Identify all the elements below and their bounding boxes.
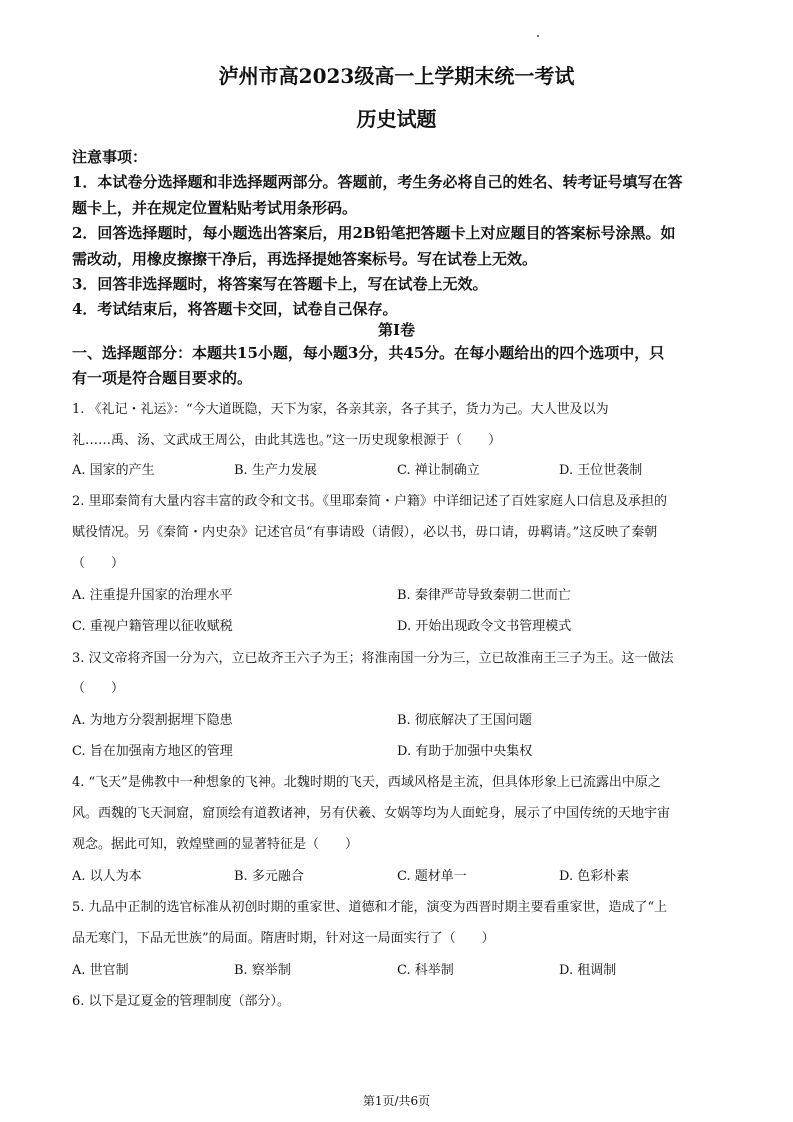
scan-speck <box>537 35 539 37</box>
option-d: D. 王位世袭制 <box>559 463 643 478</box>
part-intro-line: 有一项是符合题目要求的。 <box>72 368 253 387</box>
question-2-line: 2. 里耶秦简有大量内容丰富的政令和文书。《里耶秦简・户籍》中详细记述了百姓家庭人口信息及承担的 <box>72 494 668 509</box>
option-a: A. 注重提升国家的治理水平 <box>72 588 233 603</box>
part-intro <box>72 341 722 390</box>
question-4-line: 观念。据此可知，敦煌壁画的显著特征是（ ） <box>72 837 359 852</box>
question-1-options <box>72 459 732 479</box>
notes-line: 1．本试卷分选择题和非选择题两部分。答题前，考生务必将自己的姓名、转考证号填写在答 <box>72 173 683 192</box>
question-5-line: 5. 九品中正制的选官标准从初创时期的重家世、道德和才能，演变为西晋时期主要看重家世，造成了“上 <box>72 900 668 915</box>
question-2-options-row <box>72 584 732 604</box>
option-a: A. 国家的产生 <box>72 463 155 478</box>
question-3-line: （ ） <box>72 681 125 696</box>
option-b: B. 察举制 <box>234 963 291 978</box>
option-d: D. 开始出现政令文书管理模式 <box>397 619 572 634</box>
notes-line: 3．回答非选择题时，将答案写在答题卡上，写在试卷上无效。 <box>72 275 488 294</box>
question-2-line: 赋役情况。另《秦简・内史杂》记述官员“有事请殴（请假），必以书，毋口请，毋羁请。”这反映了秦朝 <box>72 525 658 540</box>
option-b: B. 生产力发展 <box>234 463 317 478</box>
option-a: A. 世官制 <box>72 963 129 978</box>
question-3-options-row <box>72 709 732 729</box>
section-title: 第Ⅰ卷 <box>377 321 416 339</box>
option-b: B. 彻底解决了王国问题 <box>397 713 532 728</box>
option-b: B. 秦律严苛导致秦朝二世而亡 <box>397 588 571 603</box>
option-c: C. 重视户籍管理以征收赋税 <box>72 619 233 634</box>
question-4-options <box>72 865 732 885</box>
option-c: C. 科举制 <box>397 963 454 978</box>
page-footer: 第1页/共6页 <box>362 1094 431 1108</box>
option-d: D. 色彩朴素 <box>559 869 630 884</box>
notes-block <box>72 145 722 323</box>
option-c: C. 旨在加强南方地区的管理 <box>72 744 233 759</box>
notes-line: 题卡上，并在规定位置粘贴考试用条形码。 <box>72 198 358 217</box>
option-c: C. 题材单一 <box>397 869 467 884</box>
option-d: D. 租调制 <box>559 963 617 978</box>
notes-line: 需改动，用橡皮擦擦干净后，再选择提她答案标号。写在试卷上无效。 <box>72 249 538 268</box>
notes-heading: 注意事项： <box>72 148 148 166</box>
question-4-line: 风。西魏的飞天洞窟，窟顶绘有道教诸神，另有伏羲、女娲等均为人面蛇身，展示了中国传统的天地宇宙 <box>72 806 671 821</box>
option-d: D. 有助于加强中央集权 <box>397 744 533 759</box>
exam-title: 泸州市高2023级高一上学期末统一考试 <box>218 64 575 88</box>
question-2-line: （ ） <box>72 556 125 571</box>
notes-line: 2．回答选择题时，每小题选出答案后，用2B铅笔把答题卡上对应题目的答案标号涂黑。如 <box>72 224 676 243</box>
option-a: A. 为地方分裂割据埋下隐患 <box>72 713 233 728</box>
question-3-line: 3. 汉文帝将齐国一分为六，立已故齐王六子为王；将淮南国一分为三，立已故淮南王三子为王。这一做法 <box>72 651 674 666</box>
question-1-line: 1. 《礼记・礼运》：“今大道既隐，天下为家，各亲其亲，各子其子，货力为己。大人世及以为 <box>72 402 609 417</box>
question-3-options-row <box>72 740 732 760</box>
option-b: B. 多元融合 <box>234 869 304 884</box>
notes-line: 4．考试结束后，将答题卡交回，试卷自己保存。 <box>72 300 398 319</box>
question-5-options <box>72 959 732 979</box>
question-2-options-row <box>72 615 732 635</box>
question-4-line: 4. “飞天”是佛教中一种想象的飞神。北魏时期的飞天，西域风格是主流，但具体形象上已流露出中原之 <box>72 775 661 790</box>
option-a: A. 以人为本 <box>72 869 142 884</box>
part-intro-line: 一、选择题部分：本题共15小题，每小题3分，共45分。在每小题给出的四个选项中，只 <box>72 344 665 362</box>
question-5-line: 品无寒门，下品无世族”的局面。隋唐时期，针对这一局面实行了（ ） <box>72 931 495 946</box>
exam-subject-title: 历史试题 <box>356 107 437 131</box>
option-c: C. 禅让制确立 <box>397 463 480 478</box>
question-1-line: 礼……禹、汤、文武成王周公，由此其选也。”这一历史现象根源于（ ） <box>72 433 502 448</box>
question-6-line: 6. 以下是辽夏金的管理制度（部分）。 <box>72 994 291 1009</box>
